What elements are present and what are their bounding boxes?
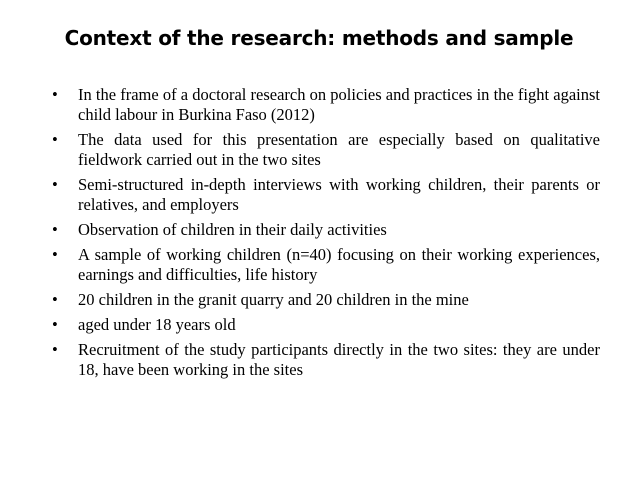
bullet-text: Observation of children in their daily activities [78,220,387,239]
bullet-text: In the frame of a doctoral research on policies and practices in the fight against child labour in Burkina Faso (2012) [78,85,600,124]
bullet-item [52,175,600,215]
bullet-text: 20 children in the granit quarry and 20 children in the mine [78,290,469,309]
bullet-icon: • [52,245,58,264]
bullet-icon: • [52,85,58,104]
bullet-item [52,290,600,310]
bullet-text: Semi-structured in-depth interviews with working children, their parents or relatives, and employers [78,175,600,214]
bullet-item [52,245,600,285]
bullet-item [52,130,600,170]
bullet-text: Recruitment of the study participants directly in the two sites: they are under 18, have been working in the sites [78,340,600,379]
bullet-text: The data used for this presentation are especially based on qualitative fieldwork carried out in the two sites [78,130,600,169]
bullet-icon: • [52,130,58,149]
bullet-item [52,220,600,240]
bullet-icon: • [52,290,58,309]
bullet-icon: • [52,175,58,194]
bullet-item [52,340,600,380]
bullet-icon: • [52,220,58,239]
bullet-icon: • [52,340,58,359]
bullet-item [52,85,600,125]
slide-title: Context of the research: methods and sample [64,26,574,50]
bullet-text: aged under 18 years old [78,315,236,334]
bullet-item [52,315,600,335]
bullet-text: A sample of working children (n=40) focusing on their working experiences, earnings and difficulties, life history [78,245,600,284]
bullet-icon: • [52,315,58,334]
bullet-list [52,85,600,385]
